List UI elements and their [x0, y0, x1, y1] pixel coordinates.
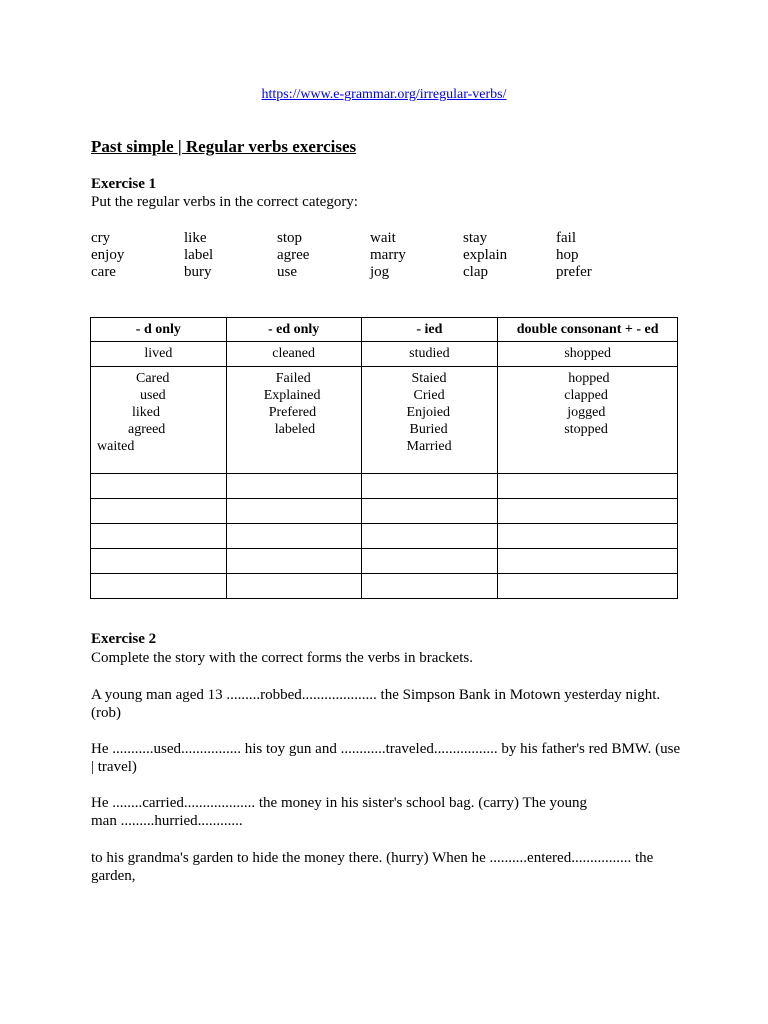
empty-cell[interactable]	[91, 574, 227, 599]
answer-word: Staied	[411, 371, 447, 386]
source-link[interactable]: https://www.e-grammar.org/irregular-verbs/	[261, 87, 507, 102]
answer-word: liked	[132, 405, 160, 420]
empty-cell[interactable]	[361, 524, 498, 549]
verb-row	[91, 264, 649, 281]
empty-cell[interactable]	[498, 549, 678, 574]
verb-word: prefer	[556, 264, 592, 280]
example-cell: shopped	[498, 342, 678, 367]
empty-cell[interactable]	[226, 499, 361, 524]
exercise1-heading: Exercise 1	[91, 176, 157, 192]
verb-word: use	[277, 264, 297, 280]
answer-cell-ed-only[interactable]	[226, 367, 361, 474]
empty-cell[interactable]	[361, 499, 498, 524]
verb-word: enjoy	[91, 247, 125, 263]
verb-list	[91, 230, 649, 281]
empty-cell[interactable]	[226, 574, 361, 599]
column-header-ied: - ied	[361, 318, 498, 342]
example-cell: cleaned	[226, 342, 361, 367]
verb-word: explain	[463, 247, 508, 263]
verb-word: hop	[556, 247, 579, 263]
story-paragraph: to his grandma's garden to hide the money there. (hurry) When he ..........entered................ the garden,	[91, 850, 654, 884]
verb-word: jog	[370, 264, 390, 280]
answer-word: labeled	[274, 422, 316, 437]
verb-word: stay	[463, 230, 488, 246]
verb-word: bury	[184, 264, 212, 280]
empty-cell[interactable]	[91, 549, 227, 574]
answer-cell-ied[interactable]	[361, 367, 498, 474]
answer-word: Enjoied	[406, 405, 451, 420]
example-cell: lived	[91, 342, 227, 367]
empty-cell[interactable]	[498, 574, 678, 599]
answer-word: Married	[406, 439, 452, 454]
empty-cell[interactable]	[91, 499, 227, 524]
verb-word: care	[91, 264, 116, 280]
answer-cell-double-consonant[interactable]	[498, 367, 678, 474]
verb-row	[91, 230, 649, 247]
column-header-double-consonant: double consonant + - ed	[498, 318, 678, 342]
table-row	[91, 342, 678, 367]
verb-word: fail	[556, 230, 576, 246]
answer-word: Explained	[263, 388, 321, 403]
verb-word: cry	[91, 230, 111, 246]
verb-word: label	[184, 247, 214, 263]
table-row	[91, 549, 678, 574]
empty-cell[interactable]	[498, 474, 678, 499]
verb-word: agree	[277, 247, 310, 263]
answer-word: Failed	[275, 371, 311, 386]
table-header-row	[91, 318, 678, 342]
empty-cell[interactable]	[498, 499, 678, 524]
verb-row	[91, 247, 649, 264]
empty-cell[interactable]	[91, 474, 227, 499]
answer-word: hopped	[568, 371, 610, 386]
verb-word: like	[184, 230, 207, 246]
verb-word: stop	[277, 230, 303, 246]
answer-word: agreed	[128, 422, 166, 437]
table-row	[91, 474, 678, 499]
story-paragraph: He ........carried................... the money in his sister's school bag. (carry) The young man .........hurried............	[91, 795, 588, 829]
empty-cell[interactable]	[361, 474, 498, 499]
table-row	[91, 367, 678, 474]
verb-word: wait	[370, 230, 396, 246]
empty-cell[interactable]	[498, 524, 678, 549]
exercise1-instruction: Put the regular verbs in the correct category:	[91, 194, 358, 210]
exercise2-heading: Exercise 2	[91, 631, 157, 647]
page-title: Past simple | Regular verbs exercises	[91, 137, 357, 156]
verb-word: marry	[370, 247, 406, 263]
story-paragraph: A young man aged 13 .........robbed.................... the Simpson Bank in Motown yesterday night. (rob)	[91, 687, 661, 721]
answer-word: Prefered	[268, 405, 317, 420]
column-header-ed-only: - ed only	[226, 318, 361, 342]
answer-word: jogged	[567, 405, 606, 420]
empty-cell[interactable]	[91, 524, 227, 549]
answer-word: clapped	[564, 388, 608, 403]
exercise2-instruction: Complete the story with the correct forms the verbs in brackets.	[91, 650, 473, 666]
empty-cell[interactable]	[226, 474, 361, 499]
table-row	[91, 524, 678, 549]
answer-word: used	[140, 388, 166, 403]
verb-word: clap	[463, 264, 488, 280]
table-row	[91, 499, 678, 524]
answer-word: Cried	[413, 388, 445, 403]
category-table	[90, 317, 678, 599]
answer-cell-d-only[interactable]	[91, 367, 227, 474]
empty-cell[interactable]	[361, 574, 498, 599]
answer-word: Buried	[409, 422, 448, 437]
answer-word: Cared	[136, 371, 170, 386]
answer-word: stopped	[564, 422, 608, 437]
table-row	[91, 574, 678, 599]
column-header-d-only: - d only	[91, 318, 227, 342]
empty-cell[interactable]	[226, 549, 361, 574]
example-cell: studied	[361, 342, 498, 367]
story-paragraph: He ...........used................ his toy gun and ............traveled................. by his father's red BMW. (use | travel)	[91, 741, 681, 775]
empty-cell[interactable]	[226, 524, 361, 549]
empty-cell[interactable]	[361, 549, 498, 574]
answer-word: waited	[97, 439, 135, 454]
